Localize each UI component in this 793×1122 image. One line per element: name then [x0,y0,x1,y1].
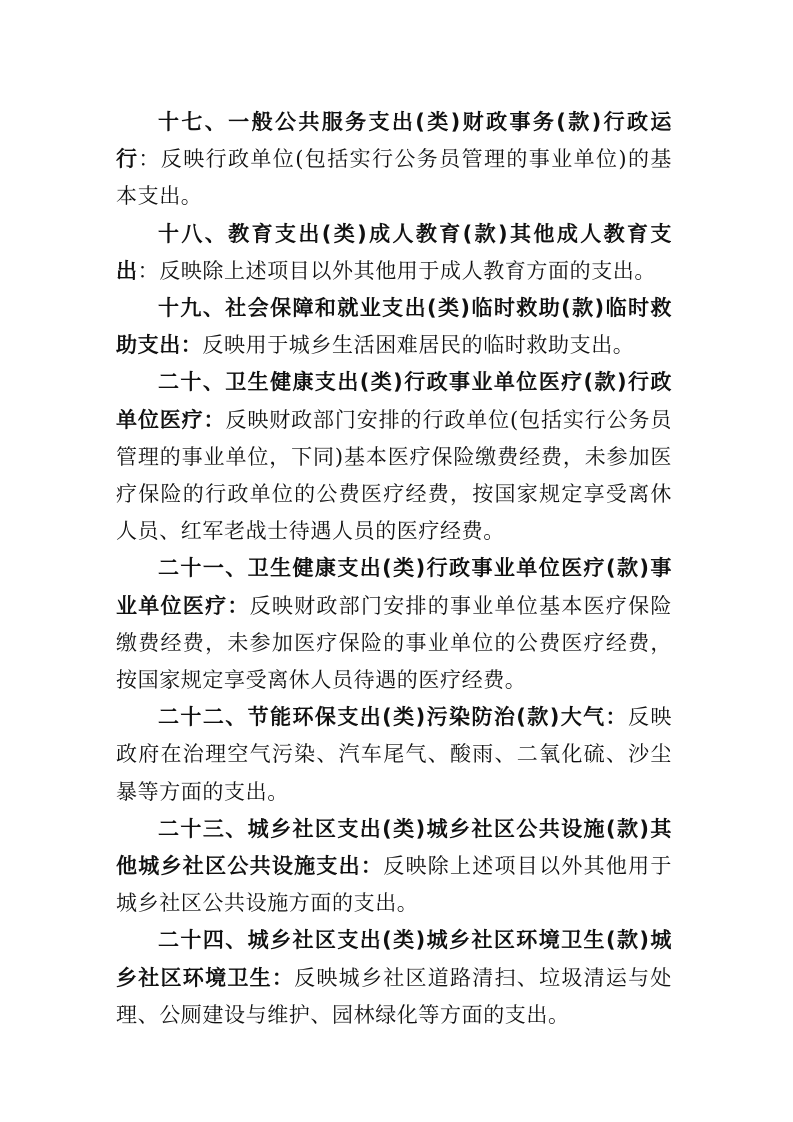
paragraph-21 [116,550,672,699]
paragraph-23 [116,811,672,923]
paragraph-text: ：反映行政单位(包括实行公务员管理的事业单位)的基本支出。 [116,147,672,209]
paragraph-heading: 二十二、节能环保支出(类)污染防治(款)大气： [158,705,628,730]
paragraph-heading: 十九、社会保障和就业支出(类)临时救助(款)临时救助支出： [116,296,672,358]
paragraph-heading: 二十三、城乡社区支出(类)城乡社区公共设施(款)其他城乡社区公共设施支出： [116,816,672,879]
paragraph-heading: 二十一、卫生健康支出(类)行政事业单位医疗(款)事业单位医疗： [116,556,672,618]
paragraph-20 [116,364,672,550]
paragraph-text: 反映财政部门安排的事业单位基本医疗保险缴费经费，未参加医疗保险的事业单位的公费医疗经费，按国家规定享受离休人员待遇的医疗经费。 [116,593,672,693]
document-body [116,104,672,1034]
paragraph-text: 反映政府在治理空气污染、汽车尾气、酸雨、二氧化硫、沙尘暴等方面的支出。 [116,705,672,804]
paragraph-22 [116,699,672,811]
paragraph-text: 反映财政部门安排的行政单位(包括实行公务员管理的事业单位，下同)基本医疗保险缴费经费，未参加医疗保险的行政单位的公费医疗经费，按国家规定享受离休人员、红军老战士待遇人员的医疗经费。 [116,407,673,544]
paragraph-19 [116,290,672,364]
paragraph-17 [116,104,672,216]
paragraph-24 [116,922,672,1034]
paragraph-text: 反映用于城乡生活困难居民的临时救助支出。 [202,333,635,358]
paragraph-text: 反映城乡社区道路清扫、垃圾清运与处理、公厕建设与维护、园林绿化等方面的支出。 [116,965,672,1027]
paragraph-text: ：反映除上述项目以外其他用于成人教育方面的支出。 [137,258,657,283]
paragraph-18 [116,216,672,290]
paragraph-heading: 十八、教育支出(类)成人教育(款)其他成人教育支出 [116,221,672,283]
paragraph-text: 反映除上述项目以外其他用于城乡社区公共设施方面的支出。 [116,854,672,916]
paragraph-heading: 二十、卫生健康支出(类)行政事业单位医疗(款)行政单位医疗： [116,370,672,432]
paragraph-heading: 十七、一般公共服务支出(类)财政事务(款)行政运行 [116,110,672,172]
paragraph-heading: 二十四、城乡社区支出(类)城乡社区环境卫生(款)城乡社区环境卫生： [116,928,672,990]
